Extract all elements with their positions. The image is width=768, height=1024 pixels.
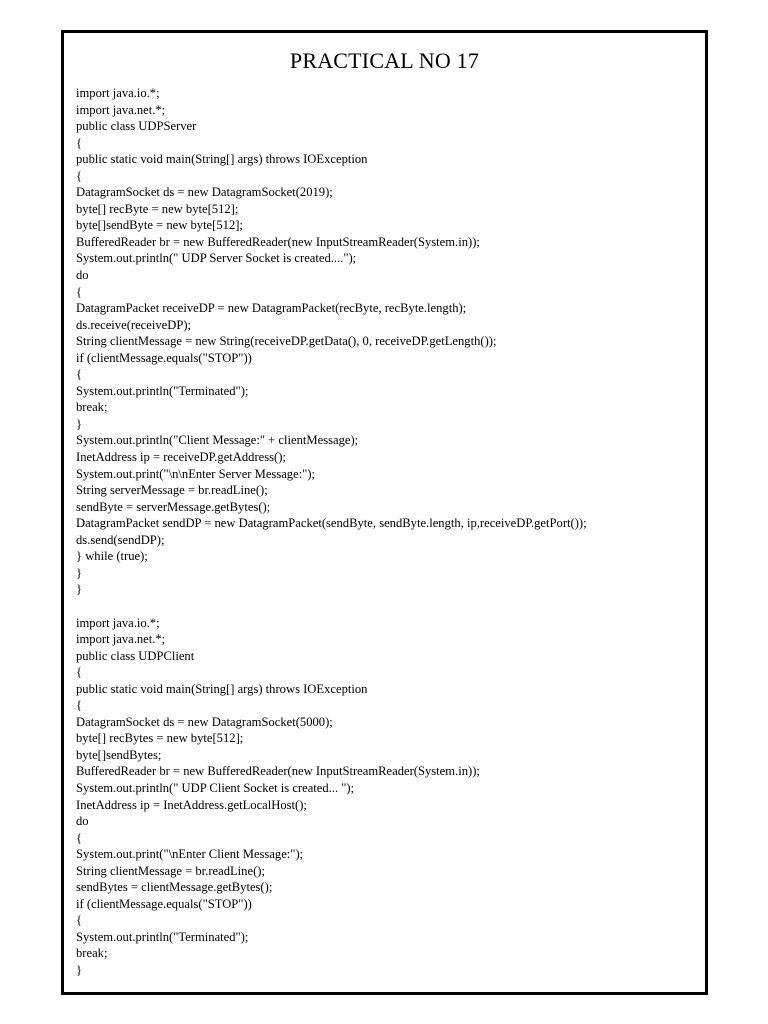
code-line: }: [76, 962, 83, 977]
code-line: System.out.print("\nEnter Client Message:");: [76, 847, 304, 862]
page-border: [61, 30, 708, 995]
code-line: public class UDPServer: [76, 119, 197, 134]
code-line: DatagramPacket receiveDP = new DatagramPacket(recByte, recByte.length);: [76, 301, 467, 316]
client-code-section: [76, 615, 587, 979]
code-line: break;: [76, 946, 108, 961]
code-line: {: [76, 284, 83, 299]
code-line: BufferedReader br = new BufferedReader(new InputStreamReader(System.in));: [76, 234, 480, 249]
code-line: System.out.println("Client Message:" + clientMessage);: [76, 433, 359, 448]
code-line: } while (true);: [76, 549, 148, 564]
code-line: sendBytes = clientMessage.getBytes();: [76, 880, 273, 895]
code-line: }: [76, 582, 83, 597]
code-line: {: [76, 830, 83, 845]
code-line: public static void main(String[] args) throws IOException: [76, 681, 368, 696]
code-line: byte[] recBytes = new byte[512];: [76, 731, 244, 746]
code-line: InetAddress ip = receiveDP.getAddress();: [76, 450, 286, 465]
code-line: import java.io.*;: [76, 615, 160, 630]
code-line: ds.receive(receiveDP);: [76, 317, 192, 332]
code-line: String clientMessage = br.readLine();: [76, 863, 265, 878]
server-code-section: [76, 85, 587, 598]
code-listing: [76, 85, 587, 979]
code-line: DatagramSocket ds = new DatagramSocket(5000);: [76, 714, 333, 729]
code-line: public static void main(String[] args) throws IOException: [76, 152, 368, 167]
code-line: System.out.print("\n\nEnter Server Message:");: [76, 466, 316, 481]
code-line: import java.io.*;: [76, 86, 160, 100]
code-line: if (clientMessage.equals("STOP")): [76, 350, 252, 365]
code-line: {: [76, 698, 83, 713]
code-line: DatagramPacket sendDP = new DatagramPacket(sendByte, sendByte.length, ip,receiveDP.getPort());: [76, 516, 587, 531]
code-line: }: [76, 416, 83, 431]
code-line: {: [76, 135, 83, 150]
code-line: do: [76, 814, 89, 829]
code-line: System.out.println("Terminated");: [76, 383, 249, 398]
code-line: {: [76, 665, 83, 680]
code-line: }: [76, 565, 83, 580]
section-spacer: [76, 598, 587, 615]
code-line: DatagramSocket ds = new DatagramSocket(2019);: [76, 185, 333, 200]
code-line: System.out.println("Terminated");: [76, 929, 249, 944]
code-line: if (clientMessage.equals("STOP")): [76, 896, 252, 911]
code-line: BufferedReader br = new BufferedReader(new InputStreamReader(System.in));: [76, 764, 480, 779]
code-line: String serverMessage = br.readLine();: [76, 483, 268, 498]
code-line: System.out.println(" UDP Server Socket is created....");: [76, 251, 357, 266]
code-line: public class UDPClient: [76, 648, 195, 663]
code-line: import java.net.*;: [76, 632, 166, 647]
code-line: InetAddress ip = InetAddress.getLocalHost();: [76, 797, 307, 812]
code-line: byte[] recByte = new byte[512];: [76, 201, 239, 216]
code-line: byte[]sendBytes;: [76, 747, 162, 762]
code-line: break;: [76, 400, 108, 415]
code-line: byte[]sendByte = new byte[512];: [76, 218, 243, 233]
code-line: String clientMessage = new String(receiveDP.getData(), 0, receiveDP.getLength());: [76, 334, 497, 349]
code-line: {: [76, 168, 83, 183]
code-line: {: [76, 913, 83, 928]
code-line: sendByte = serverMessage.getBytes();: [76, 499, 271, 514]
code-line: {: [76, 367, 83, 382]
code-line: import java.net.*;: [76, 102, 166, 117]
code-line: do: [76, 268, 89, 283]
code-line: ds.send(sendDP);: [76, 532, 165, 547]
page-title: PRACTICAL NO 17: [289, 48, 480, 73]
code-line: System.out.println(" UDP Client Socket is created... ");: [76, 780, 355, 795]
